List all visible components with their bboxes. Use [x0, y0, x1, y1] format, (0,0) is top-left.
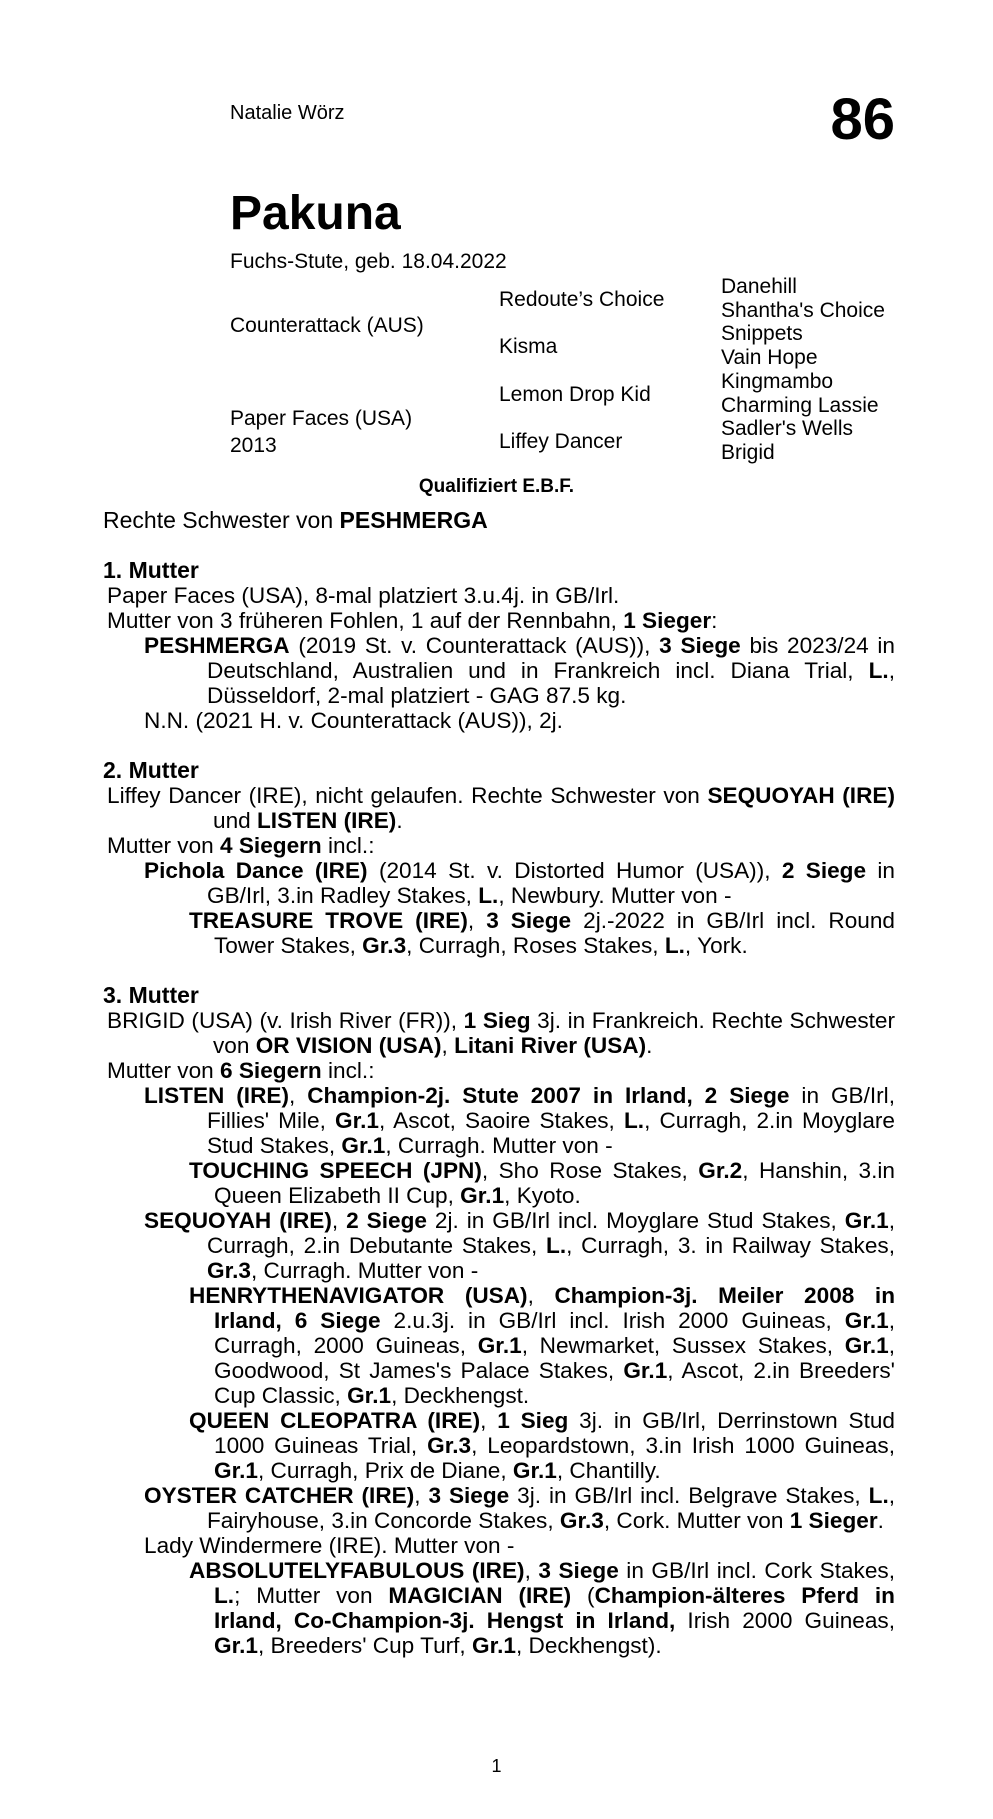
pedigree-dam-year: 2013	[230, 434, 277, 457]
pedigree-gen2-item: Kisma	[499, 335, 558, 358]
section-title: 3. Mutter	[103, 982, 199, 1008]
section-first-dam	[103, 558, 895, 733]
pedigree-gen3-item: Brigid	[721, 440, 775, 464]
pedigree-entry: Liffey Dancer (IRE), nicht gelaufen. Rechte Schwester von SEQUOYAH (IRE) und LISTEN (IRE).	[107, 783, 895, 833]
sister-note-prefix: Rechte Schwester von	[103, 507, 340, 533]
pedigree-gen3-item: Charming Lassie	[721, 393, 879, 417]
pedigree-gen2-item: Lemon Drop Kid	[499, 383, 651, 406]
pedigree-entry: BRIGID (USA) (v. Irish River (FR)), 1 Sieg 3j. in Frankreich. Rechte Schwester von OR VISION (USA), Litani River (USA).	[107, 1008, 896, 1058]
pedigree-entry: LISTEN (IRE), Champion-2j. Stute 2007 in Irland, 2 Siege in GB/Irl, Fillies' Mile, Gr.1, Ascot, Saoire Stakes, L., Curragh, 2.in Moyglare Stud Stakes, Gr.1, Curragh. Mutter von -	[144, 1083, 895, 1158]
pedigree-gen2-item: Liffey Dancer	[499, 430, 623, 453]
section-title: 1. Mutter	[103, 557, 199, 583]
sister-note	[103, 507, 488, 534]
pedigree-gen3-item: Danehill	[721, 275, 797, 298]
horse-name: Pakuna	[230, 187, 401, 240]
pedigree-dam: Paper Faces (USA)	[230, 407, 413, 430]
pedigree-gen3-item: Vain Hope	[721, 346, 818, 370]
pedigree-gen3-item: Snippets	[721, 322, 803, 346]
page-number: 1	[491, 1756, 502, 1776]
pedigree-gen3-item: Shantha's Choice	[721, 298, 885, 322]
pedigree-entry: ABSOLUTELYFABULOUS (IRE), 3 Siege in GB/Irl incl. Cork Stakes, L.; Mutter von MAGICIAN (IRE) (Champion-älteres Pferd in Irland, Co-Champion-3j. Hengst in Irland, Irish 2000 Guineas, Gr.1, Breeders' Cup Turf, Gr.1, Deckhengst).	[189, 1558, 895, 1658]
pedigree-entry: TOUCHING SPEECH (JPN), Sho Rose Stakes, Gr.2, Hanshin, 3.in Queen Elizabeth II Cup, Gr.1, Kyoto.	[189, 1158, 895, 1208]
pedigree-entry: Mutter von 6 Siegern incl.:	[107, 1058, 375, 1083]
pedigree-entry: Pichola Dance (IRE) (2014 St. v. Distorted Humor (USA)), 2 Siege in GB/Irl, 3.in Radley Stakes, L., Newbury. Mutter von -	[144, 858, 895, 908]
pedigree-entry: Mutter von 4 Siegern incl.:	[107, 833, 375, 858]
pedigree-entry: Paper Faces (USA), 8-mal platziert 3.u.4j. in GB/Irl.	[107, 583, 620, 608]
pedigree-gen3-item: Sadler's Wells	[721, 417, 853, 441]
section-third-dam	[103, 983, 895, 1658]
consignor-name: Natalie Wörz	[230, 102, 345, 124]
pedigree-entry: TREASURE TROVE (IRE), 3 Siege 2j.-2022 in GB/Irl incl. Round Tower Stakes, Gr.3, Curragh, Roses Stakes, L., York.	[189, 908, 895, 958]
pedigree-gen2-item: Redoute’s Choice	[499, 288, 665, 311]
horse-description: Fuchs-Stute, geb. 18.04.2022	[230, 250, 507, 273]
pedigree-entry: OYSTER CATCHER (IRE), 3 Siege 3j. in GB/Irl incl. Belgrave Stakes, L., Fairyhouse, 3.in Concorde Stakes, Gr.3, Cork. Mutter von 1 Sieger.	[144, 1483, 896, 1533]
sister-note-name: PESHMERGA	[339, 507, 488, 533]
pedigree-gen3-list	[721, 275, 885, 465]
pedigree-entry: Mutter von 3 früheren Fohlen, 1 auf der Rennbahn, 1 Sieger:	[107, 608, 718, 633]
pedigree-entry: HENRYTHENAVIGATOR (USA), Champion-3j. Meiler 2008 in Irland, 6 Siege 2.u.3j. in GB/Irl incl. Irish 2000 Guineas, Gr.1, Curragh, 2000 Guineas, Gr.1, Newmarket, Sussex Stakes, Gr.1, Goodwood, St James's Palace Stakes, Gr.1, Ascot, 2.in Breeders' Cup Classic, Gr.1, Deckhengst.	[189, 1283, 895, 1408]
pedigree-entry: QUEEN CLEOPATRA (IRE), 1 Sieg 3j. in GB/Irl, Derrinstown Stud 1000 Guineas Trial, Gr.3, Leopardstown, 3.in Irish 1000 Guineas, Gr.1, Curragh, Prix de Diane, Gr.1, Chantilly.	[189, 1408, 895, 1483]
lot-number: 86	[830, 87, 895, 152]
pedigree-entry: N.N. (2021 H. v. Counterattack (AUS)), 2j.	[144, 708, 563, 733]
pedigree-entry: SEQUOYAH (IRE), 2 Siege 2j. in GB/Irl incl. Moyglare Stud Stakes, Gr.1, Curragh, 2.in Debutante Stakes, L., Curragh, 3. in Railway Stakes, Gr.3, Curragh. Mutter von -	[144, 1208, 895, 1283]
pedigree-gen3-item: Kingmambo	[721, 369, 834, 393]
section-title: 2. Mutter	[103, 757, 199, 783]
qualification: Qualifiziert E.B.F.	[418, 476, 575, 497]
pedigree-entry: PESHMERGA (2019 St. v. Counterattack (AUS)), 3 Siege bis 2023/24 in Deutschland, Australien und in Frankreich incl. Diana Trial, L., Düsseldorf, 2-mal platziert - GAG 87.5 kg.	[144, 633, 896, 708]
section-second-dam	[103, 758, 895, 958]
pedigree-sire: Counterattack (AUS)	[230, 314, 424, 337]
pedigree-entry: Lady Windermere (IRE). Mutter von -	[144, 1533, 515, 1558]
